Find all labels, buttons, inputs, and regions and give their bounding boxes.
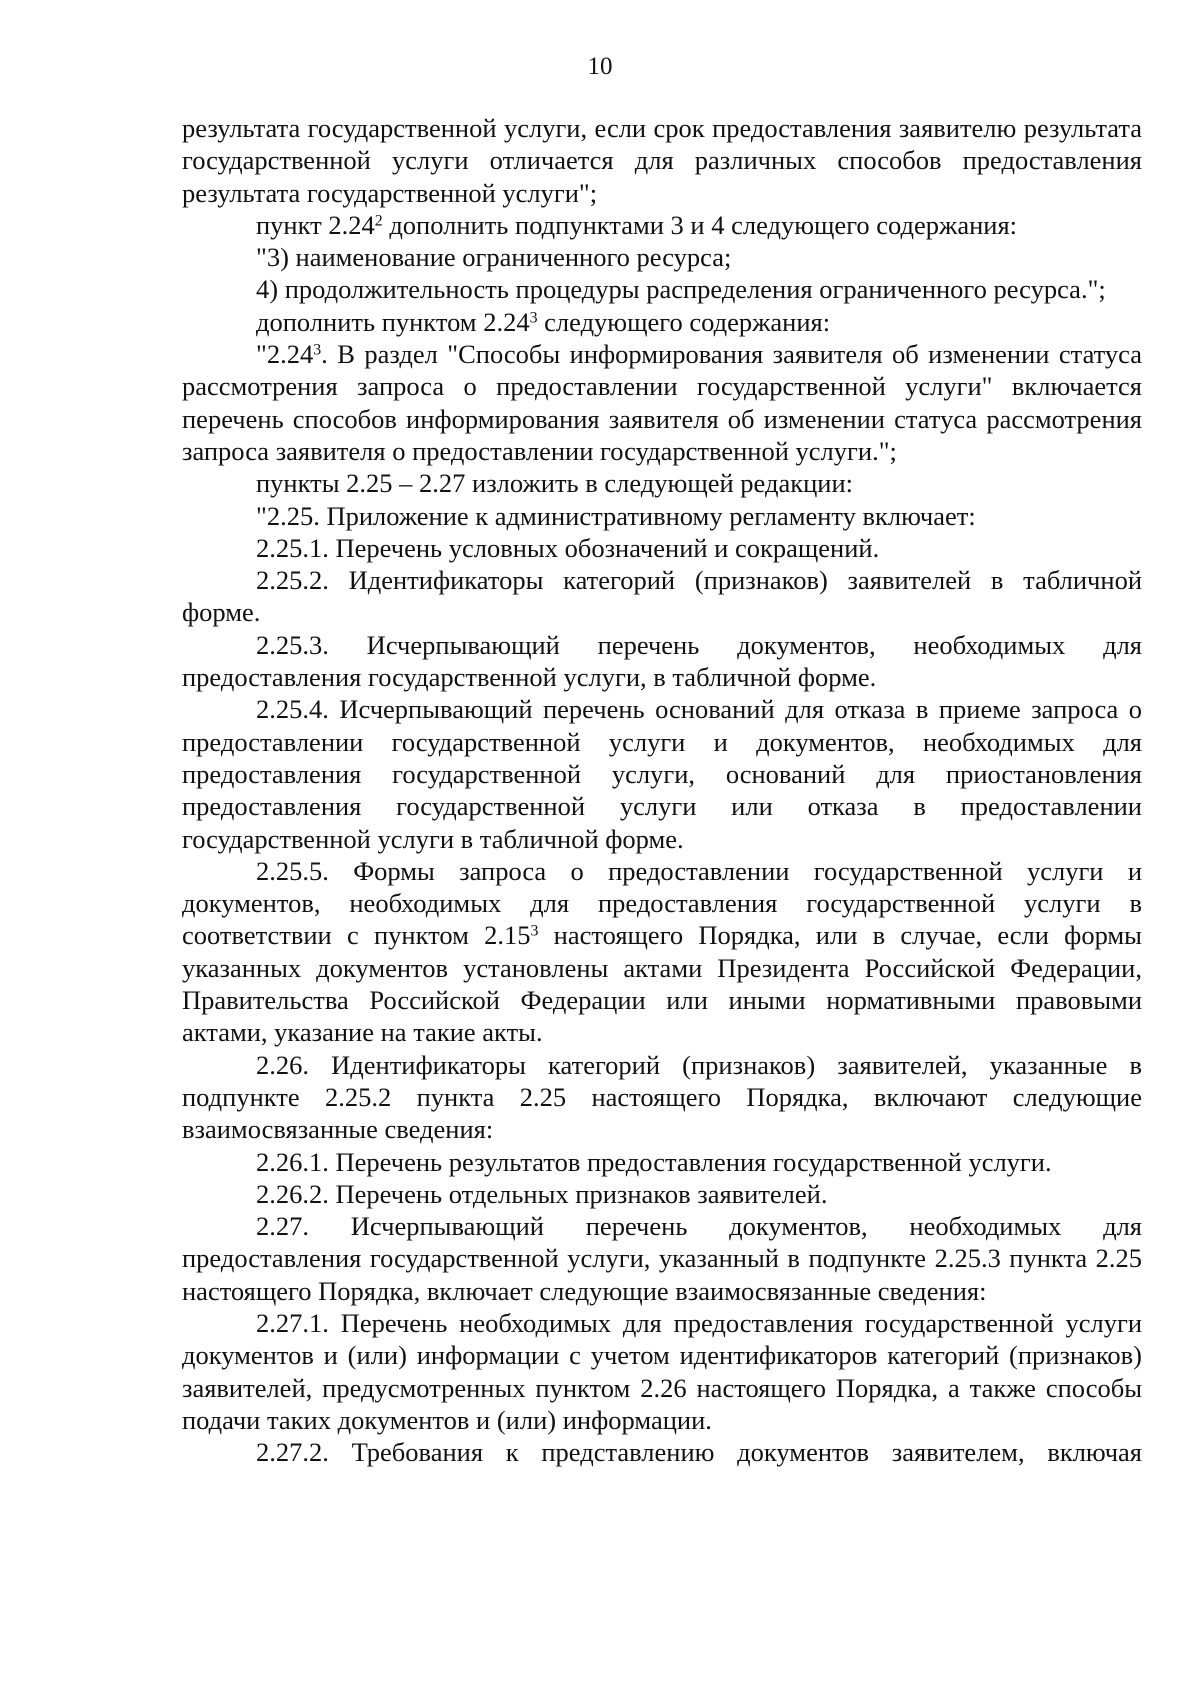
document-body: [182, 112, 1142, 1468]
paragraph: 2.27.1. Перечень необходимых для предоставления государственной услуги документов и (или) информации с учетом идентификаторов категорий (признаков) заявителей, предусмотренных пунктом 2.26 настоящего Порядка, а также способы подачи таких документов и (или) информации.: [182, 1307, 1142, 1435]
paragraph: 2.27.2. Требования к представлению документов заявителем, включая: [256, 1437, 1142, 1468]
paragraph: 2.26. Идентификаторы категорий (признаков) заявителей, указанные в подпункте 2.25.2 пункта 2.25 настоящего Порядка, включают следующие взаимосвязанные сведения:: [182, 1049, 1142, 1145]
paragraph: 4) продолжительность процедуры распределения ограниченного ресурса.";: [256, 274, 1106, 305]
paragraph: 2.27. Исчерпывающий перечень документов, необходимых для предоставления государственной услуги, указанный в подпункте 2.25.3 пункта 2.25 настоящего Порядка, включает следующие взаимосвязанные сведения:: [182, 1211, 1142, 1306]
paragraph: 2.25.2. Идентификаторы категорий (признаков) заявителей в табличной форме.: [182, 565, 1142, 628]
paragraph: 2.26.2. Перечень отдельных признаков заявителей.: [256, 1178, 828, 1209]
paragraph: 2.26.1. Перечень результатов предоставления государственной услуги.: [256, 1146, 1052, 1177]
paragraph: 2.25.5. Формы запроса о предоставлении государственной услуги и документов, необходимых для предоставления государственной услуги в соответствии с пунктом 2.15$^3$ настоящего Порядка, или в случае, если формы указанных документов установлены актами Президента Российской Федерации, Правительства Российской Федерации или иными нормативными правовыми актами, указание на такие акты.: [182, 855, 1142, 1048]
paragraph: дополнить пунктом 2.24$^3$ следующего содержания:: [256, 306, 831, 337]
page-number: 10: [587, 53, 613, 80]
paragraph: результата государственной услуги, если срок предоставления заявителю результата государственной услуги отличается для различных способов предоставления результата государственной услуги";: [182, 113, 1142, 208]
paragraph: 2.25.1. Перечень условных обозначений и сокращений.: [256, 532, 880, 563]
paragraph: "3) наименование ограниченного ресурса;: [256, 242, 732, 273]
paragraph: пункты 2.25 – 2.27 изложить в следующей редакции:: [256, 468, 854, 499]
paragraph: "2.25. Приложение к административному регламенту включает:: [256, 500, 976, 531]
paragraph: 2.25.3. Исчерпывающий перечень документов, необходимых для предоставления государственной услуги, в табличной форме.: [182, 629, 1142, 693]
paragraph: пункт 2.24$^2$ дополнить подпунктами 3 и 4 следующего содержания:: [256, 209, 1018, 240]
paragraph: 2.25.4. Исчерпывающий перечень оснований для отказа в приеме запроса о предоставлении государственной услуги и документов, необходимых для предоставления государственной услуги, оснований для приостановления предоставления государственной услуги или отказа в предоставлении государственной услуги в табличной форме.: [182, 694, 1142, 854]
paragraph: "2.24$^3$. В раздел "Способы информирования заявителя об изменении статуса рассмотрения запроса о предоставлении государственной услуги" включается перечень способов информирования заявителя об изменении статуса рассмотрения запроса заявителя о предоставлении государственной услуги.";: [182, 339, 1142, 466]
